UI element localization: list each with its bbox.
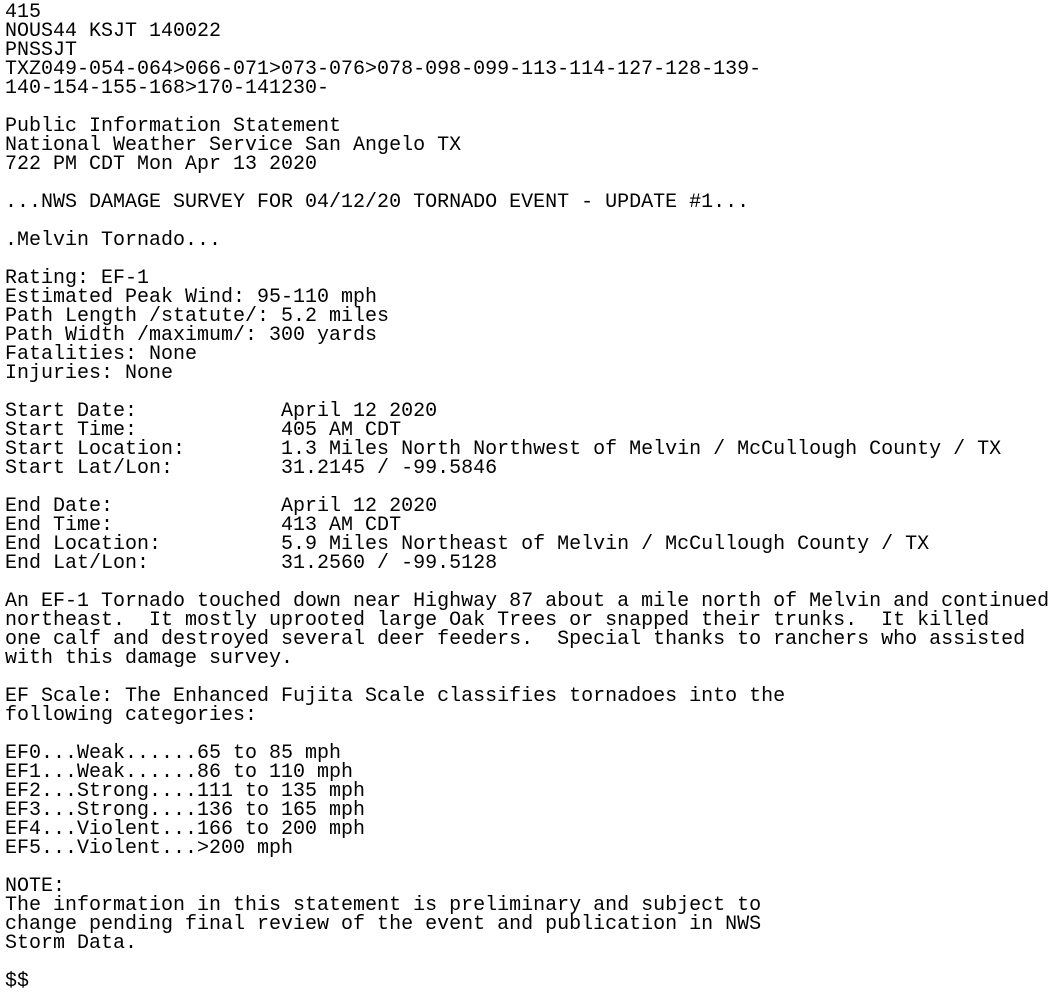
ef-scale-ef3: EF3...Strong....136 to 165 mph	[5, 799, 366, 822]
end-of-product-marker: $$	[5, 970, 30, 993]
start-time: Start Time: 405 AM CDT	[5, 419, 402, 442]
narrative-line-3: one calf and destroyed several deer feeders. Special thanks to ranchers who assisted	[5, 628, 1026, 651]
note-line-1: The information in this statement is preliminary and subject to	[5, 894, 762, 917]
blank-line	[5, 250, 1053, 269]
ef-scale-intro-1: EF Scale: The Enhanced Fujita Scale classifies tornadoes into the	[5, 685, 786, 708]
end-time: End Time: 413 AM CDT	[5, 514, 402, 537]
product-title: Public Information Statement	[5, 115, 342, 138]
path-width: Path Width /maximum/: 300 yards	[5, 324, 378, 347]
narrative-line-4: with this damage survey.	[5, 647, 294, 670]
ef-scale-ef1: EF1...Weak......86 to 110 mph	[5, 761, 354, 784]
end-location: End Location: 5.9 Miles Northeast of Melvin / McCullough County / TX	[5, 533, 930, 556]
ef-scale-ef0: EF0...Weak......65 to 85 mph	[5, 742, 342, 765]
zone-codes-line-2: 140-154-155-168>170-141230-	[5, 77, 330, 100]
note-line-3: Storm Data.	[5, 932, 138, 955]
headline: ...NWS DAMAGE SURVEY FOR 04/12/20 TORNADO EVENT - UPDATE #1...	[5, 191, 750, 214]
ef-scale-ef4: EF4...Violent...166 to 200 mph	[5, 818, 366, 841]
end-date: End Date: April 12 2020	[5, 495, 438, 518]
end-lat-lon: End Lat/Lon: 31.2560 / -99.5128	[5, 552, 498, 575]
narrative-line-2: northeast. It mostly uprooted large Oak Trees or snapped their trunks. It killed	[5, 609, 990, 632]
awips-identifier: PNSSJT	[5, 39, 78, 62]
fatalities: Fatalities: None	[5, 343, 198, 366]
zone-codes-line-1: TXZ049-054-064>066-071>073-076>078-098-099-113-114-127-128-139-	[5, 58, 762, 81]
injuries: Injuries: None	[5, 362, 174, 385]
issuing-office: National Weather Service San Angelo TX	[5, 134, 462, 157]
note-label: NOTE:	[5, 875, 66, 898]
path-length: Path Length /statute/: 5.2 miles	[5, 305, 390, 328]
ef-scale-ef5: EF5...Violent...>200 mph	[5, 837, 294, 860]
blank-line	[5, 858, 1053, 877]
start-date: Start Date: April 12 2020	[5, 400, 438, 423]
narrative-line-1: An EF-1 Tornado touched down near Highway 87 about a mile north of Melvin and continued	[5, 590, 1050, 613]
ef-scale-ef2: EF2...Strong....111 to 135 mph	[5, 780, 366, 803]
issuance-time: 722 PM CDT Mon Apr 13 2020	[5, 153, 318, 176]
peak-wind: Estimated Peak Wind: 95-110 mph	[5, 286, 378, 309]
message-sequence-number: 415	[5, 1, 42, 24]
note-line-2: change pending final review of the event and publication in NWS	[5, 913, 762, 936]
blank-line	[5, 953, 1053, 972]
start-location: Start Location: 1.3 Miles North Northwest of Melvin / McCullough County / TX	[5, 438, 1002, 461]
event-name: .Melvin Tornado...	[5, 229, 222, 252]
wmo-header: NOUS44 KSJT 140022	[5, 20, 222, 43]
ef-scale-intro-2: following categories:	[5, 704, 258, 727]
rating: Rating: EF-1	[5, 267, 150, 290]
start-lat-lon: Start Lat/Lon: 31.2145 / -99.5846	[5, 457, 498, 480]
